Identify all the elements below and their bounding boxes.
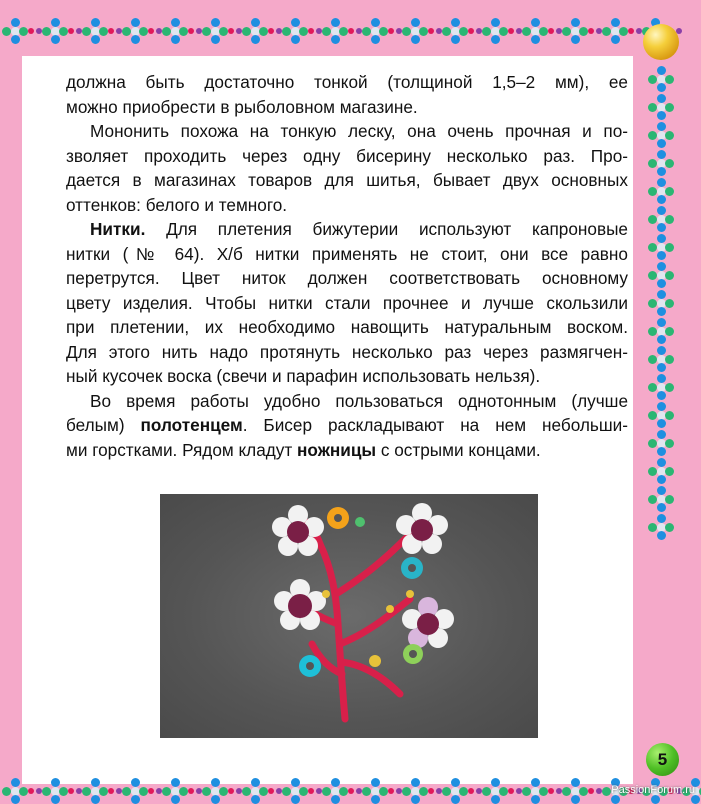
- bead-dots-icon: [468, 788, 482, 794]
- bead-flower-icon: [522, 778, 548, 804]
- bead-flower-icon: [402, 18, 428, 44]
- bead-flower-icon: [648, 346, 674, 372]
- bead-flower-icon: [648, 430, 674, 456]
- bead-dots-icon: [188, 788, 202, 794]
- text-line: Во время работы удобно пользоваться однотонным (лучше: [90, 390, 628, 411]
- page-number: 5: [646, 743, 679, 776]
- bead-flower-icon: [648, 94, 674, 120]
- bead-flower-icon: [82, 18, 108, 44]
- term-towel: полотенцем: [140, 415, 243, 435]
- bead-dots-icon: [228, 28, 242, 34]
- bead-flower-icon: [522, 18, 548, 44]
- bead-flower-icon: [562, 778, 588, 804]
- bead-flower-icon: [282, 778, 308, 804]
- bead-flower-icon: [482, 18, 508, 44]
- text-line: Для этого нить надо протянуть несколько раз через размягчен-: [66, 341, 628, 362]
- bead-dots-icon: [628, 28, 642, 34]
- text-line: Мононить похожа на тонкую леску, она очень прочная и по-: [90, 121, 628, 141]
- text-line: Нитки. Для плетения бижутерии используют капроновые: [90, 219, 628, 239]
- bead-flower-icon: [162, 778, 188, 804]
- text-line: ный кусочек воска (свечи и парафин использовать нельзя).: [66, 366, 541, 386]
- bead-flower-icon: [648, 458, 674, 484]
- bead-flower-icon: [162, 18, 188, 44]
- text-line: белым) полотенцем. Бисер раскладывают на нем небольши-: [66, 415, 628, 435]
- bead-flower-icon: [648, 318, 674, 344]
- right-bead-border: [648, 66, 674, 542]
- bead-dots-icon: [308, 28, 322, 34]
- bead-flower-icon: [322, 18, 348, 44]
- bead-dots-icon: [548, 788, 562, 794]
- bead-flower-icon: [82, 778, 108, 804]
- text-line: ми горстками. Рядом кладут ножницы с острыми концами.: [66, 439, 541, 460]
- bead-flower-icon: [122, 778, 148, 804]
- bead-dots-icon: [468, 28, 482, 34]
- bead-flower-icon: [648, 402, 674, 428]
- bead-dots-icon: [428, 28, 442, 34]
- bead-dots-icon: [188, 28, 202, 34]
- bead-flower-icon: [648, 66, 674, 92]
- term-scissors: ножницы: [297, 439, 377, 460]
- bead-dots-icon: [348, 28, 362, 34]
- bead-dots-icon: [68, 28, 82, 34]
- text-line: должна быть достаточно тонкой (толщиной 1,5–2 мм), ее: [66, 72, 628, 92]
- bead-flower-icon: [648, 150, 674, 176]
- top-bead-border: [2, 18, 682, 44]
- bead-flower-icon: [242, 18, 268, 44]
- bead-dots-icon: [68, 788, 82, 794]
- bead-dots-icon: [388, 788, 402, 794]
- bead-flower-icon: [648, 262, 674, 288]
- body-text: [66, 70, 628, 462]
- bead-flower-icon: [202, 18, 228, 44]
- bead-dots-icon: [268, 788, 282, 794]
- text-line: перетрутся. Цвет ниток должен соответствовать основному: [66, 268, 628, 288]
- bead-flower-icon: [562, 18, 588, 44]
- bottom-bead-border: [2, 778, 701, 804]
- text-line: цвету изделия. Чтобы нитки стали прочнее и лучше скользили: [66, 292, 628, 313]
- beaded-branch-illustration: [160, 494, 538, 738]
- bead-flower-icon: [362, 778, 388, 804]
- text-line: нитки (№ 64). Х/б нитки применять не стоит, они все равно: [66, 243, 628, 264]
- bead-flower-icon: [648, 374, 674, 400]
- bead-flower-icon: [362, 18, 388, 44]
- bead-flower-icon: [122, 18, 148, 44]
- bead-flower-icon: [2, 778, 28, 804]
- text-line: при плетении, их необходимо навощить натуральным воском.: [66, 317, 628, 337]
- bead-dots-icon: [588, 788, 602, 794]
- bead-dots-icon: [308, 788, 322, 794]
- bead-dots-icon: [348, 788, 362, 794]
- bead-dots-icon: [588, 28, 602, 34]
- bead-dots-icon: [28, 788, 42, 794]
- bead-flower-icon: [242, 778, 268, 804]
- photo-beaded-branch: [160, 494, 538, 738]
- bead-dots-icon: [228, 788, 242, 794]
- bead-flower-icon: [442, 18, 468, 44]
- bead-dots-icon: [388, 28, 402, 34]
- term-threads: Нитки.: [90, 219, 146, 239]
- bead-dots-icon: [28, 28, 42, 34]
- bead-flower-icon: [648, 486, 674, 512]
- bead-flower-icon: [322, 778, 348, 804]
- bead-flower-icon: [402, 778, 428, 804]
- bead-dots-icon: [108, 788, 122, 794]
- bead-flower-icon: [442, 778, 468, 804]
- bead-dots-icon: [548, 28, 562, 34]
- bead-dots-icon: [108, 28, 122, 34]
- paragraph-towel: [66, 389, 628, 463]
- bead-dots-icon: [508, 788, 522, 794]
- bead-dots-icon: [268, 28, 282, 34]
- bead-flower-icon: [2, 18, 28, 44]
- paragraph-monofilament: [66, 70, 628, 217]
- bead-flower-icon: [648, 514, 674, 540]
- bead-flower-icon: [482, 778, 508, 804]
- text-line: можно приобрести в рыболовном магазине.: [66, 96, 418, 117]
- bead-flower-icon: [648, 178, 674, 204]
- text-line: дается в магазинах товаров для шитья, бывает двух основных: [66, 170, 628, 190]
- bead-dots-icon: [148, 28, 162, 34]
- bead-dots-icon: [428, 788, 442, 794]
- bead-dots-icon: [508, 28, 522, 34]
- bead-flower-icon: [648, 290, 674, 316]
- bead-flower-icon: [648, 234, 674, 260]
- gold-bead-icon: [643, 24, 679, 60]
- bead-flower-icon: [42, 778, 68, 804]
- bead-flower-icon: [648, 206, 674, 232]
- bead-flower-icon: [602, 18, 628, 44]
- watermark: PassionForum.ru: [611, 784, 695, 796]
- bead-flower-icon: [202, 778, 228, 804]
- text-line: оттенков: белого и темного.: [66, 194, 288, 215]
- text-line: зволяет проходить через одну бисерину несколько раз. Про-: [66, 145, 628, 166]
- bead-flower-icon: [42, 18, 68, 44]
- bead-flower-icon: [648, 122, 674, 148]
- bead-flower-icon: [282, 18, 308, 44]
- bead-dots-icon: [148, 788, 162, 794]
- paragraph-threads: [66, 217, 628, 389]
